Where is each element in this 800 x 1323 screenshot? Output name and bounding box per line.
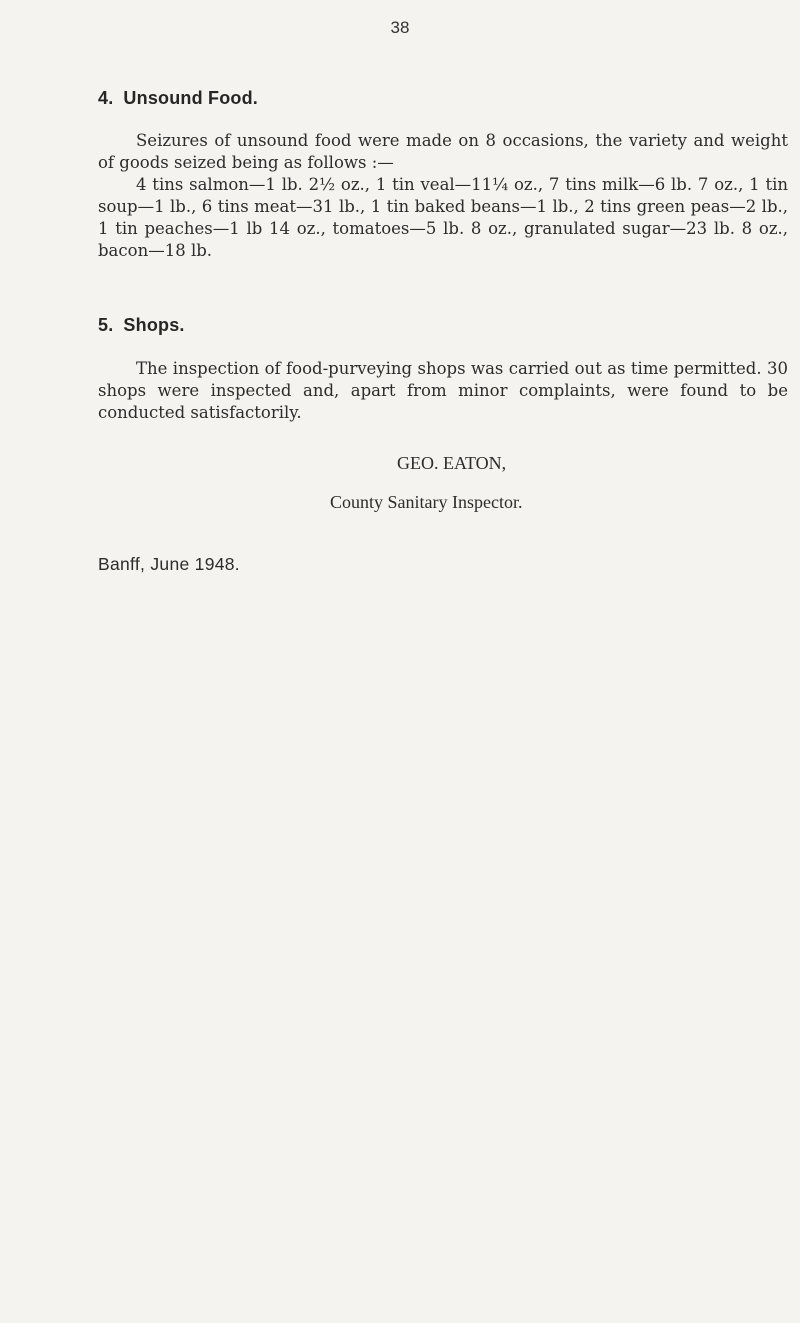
shops-paragraph <box>98 358 788 424</box>
section-heading-unsound-food <box>98 88 258 109</box>
seized-goods-list-paragraph <box>98 174 788 262</box>
section-heading-shops <box>98 315 185 336</box>
place-date: Banff, June 1948. <box>98 554 240 574</box>
section-number: 5. <box>98 315 114 335</box>
page-number: 38 <box>390 18 410 37</box>
section-title: Unsound Food. <box>123 88 258 108</box>
shops-text: The inspection of food-purveying shops was carried out as time permitted. 30 shops were inspected and, apart from minor complaints, were found to be conducted satisfactorily. <box>98 359 788 422</box>
signature-name: GEO. EATON, <box>397 453 507 473</box>
seized-goods-list-text: 4 tins salmon—1 lb. 2½ oz., 1 tin veal—11¼ oz., 7 tins milk—6 lb. 7 oz., 1 tin soup—1 lb., 6 tins meat—31 lb., 1 tin baked beans—1 lb., 2 tins green peas—2 lb., 1 tin peaches—1 lb 14 oz., tomatoes—5 lb. 8 oz., granulated sugar—23 lb. 8 oz., bacon—18 lb. <box>98 175 788 260</box>
section-number: 4. <box>98 88 114 108</box>
section-title: Shops. <box>123 315 185 335</box>
unsound-food-intro-paragraph <box>98 130 788 174</box>
unsound-food-intro-text: Seizures of unsound food were made on 8 occasions, the variety and weight of goods seized being as follows :— <box>98 131 788 172</box>
signature-title: County Sanitary Inspector. <box>330 492 523 512</box>
